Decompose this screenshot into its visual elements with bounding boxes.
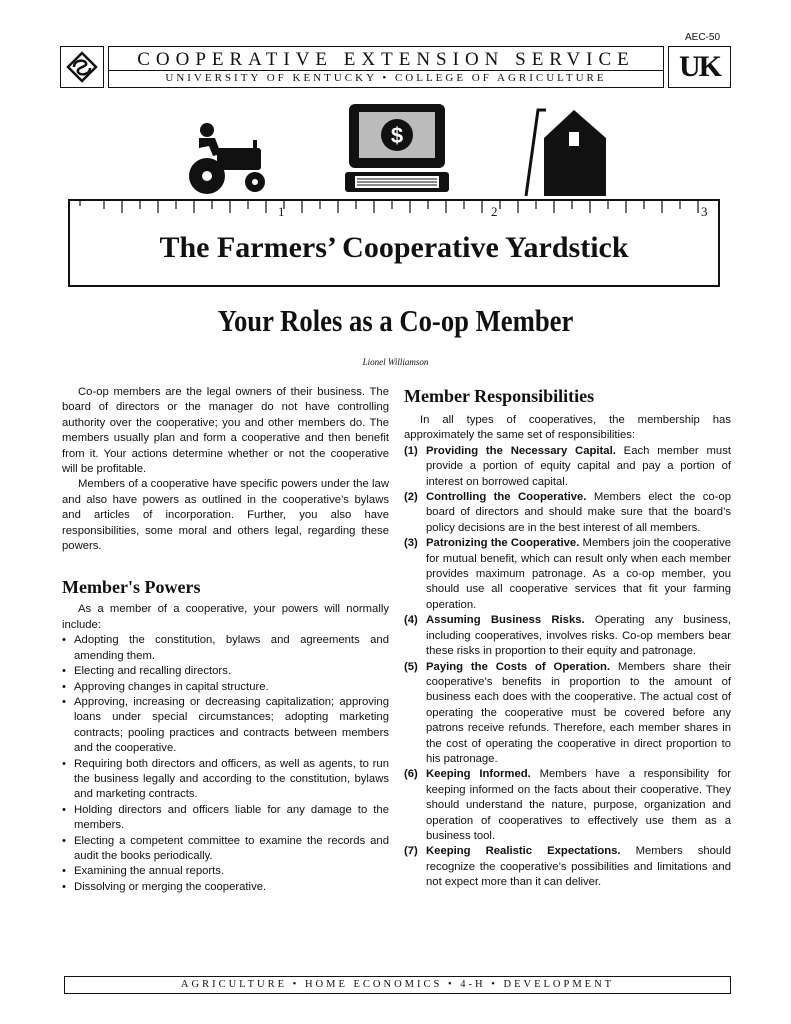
footer-programs: AGRICULTURE • HOME ECONOMICS • 4-H • DEVELOPMENT <box>64 976 731 994</box>
computer-dollar-icon <box>345 102 449 194</box>
tractor-icon <box>185 102 275 197</box>
yardstick-title: The Farmers’ Cooperative Yardstick <box>159 231 629 264</box>
right-column <box>404 385 731 891</box>
item-number: (2) <box>404 491 418 504</box>
list-item: • Adopting the constitution, bylaws and agreements and amending them. <box>62 633 389 664</box>
powers-heading: Member's Powers <box>62 577 201 598</box>
item-number: (7) <box>404 845 418 858</box>
ruler-mark-3: 3 <box>701 204 708 219</box>
left-column <box>62 385 389 895</box>
barn-silo-icon <box>522 102 618 196</box>
item-text: Members should recognize the cooperative’s possibilities and limitations and not expect more than it can deliver. <box>426 845 731 889</box>
list-item <box>404 536 731 613</box>
item-text: Members elect the co-op board of directors and should make sure that the board’s policy decisions are in the best interest of all members. <box>426 491 731 534</box>
responsibilities-intro: In all types of cooperatives, the membership has approximately the same set of responsibilities: <box>404 414 731 442</box>
item-heading: Controlling the Cooperative. <box>426 491 587 504</box>
intro-paragraph: Co-op members are the legal owners of their business. The board of directors or the manager do not have controlling authority over the cooperative; you and other members do. The members usually plan and form a cooperative and then benefit from it. Your actions determine whether or not the cooperative will be profitable. <box>62 386 389 476</box>
service-name: COOPERATIVE EXTENSION SERVICE <box>137 49 635 70</box>
item-number: (6) <box>404 768 418 781</box>
responsibilities-heading: Member Responsibilities <box>404 386 595 406</box>
item-number: (3) <box>404 537 418 550</box>
responsibilities-list <box>404 444 731 891</box>
powers-list <box>62 633 389 895</box>
list-item: • Holding directors and officers liable for any damage to the members. <box>62 803 389 834</box>
item-number: (4) <box>404 614 418 627</box>
ruler-mark-1: 1 <box>278 204 285 219</box>
item-text: Members share their cooperative’s benefits in proportion to the amount of business each does with the cooperative. The actual cost of operating the cooperative must be covered before any patrons receive refunds. Therefore, each member shares in the cost of operating the cooperative in direct proportion to his patronage. <box>426 660 731 765</box>
uk-logo: UK <box>668 46 731 88</box>
author-name: Lionel Williamson <box>362 357 429 367</box>
item-heading: Keeping Informed. <box>426 768 531 781</box>
list-item: • Dissolving or merging the cooperative. <box>62 880 389 895</box>
list-item <box>404 844 731 890</box>
university-line: UNIVERSITY OF KENTUCKY • COLLEGE OF AGRICULTURE <box>165 72 607 84</box>
item-number: (5) <box>404 660 418 673</box>
ruler-ticks <box>70 201 718 229</box>
list-item: • Examining the annual reports. <box>62 864 389 879</box>
banner-text-box <box>108 46 664 88</box>
list-item <box>404 767 731 844</box>
item-heading: Keeping Realistic Expectations. <box>426 845 621 858</box>
item-number: (1) <box>404 444 418 457</box>
list-item: • Approving changes in capital structure. <box>62 680 389 695</box>
item-heading: Providing the Necessary Capital. <box>426 444 616 457</box>
document-id: AEC-50 <box>685 32 721 43</box>
item-text: Members join the cooperative for mutual benefit, which can result only when each member provides maximum patronage. As a co-op member, you should use all cooperative services that fit your farming operation. <box>426 537 731 611</box>
item-text: Members have a responsibility for keeping informed on the facts about their cooperative. They should understand the nature, purpose, organization and operation of cooperatives to effectively use them as a business tool. <box>426 768 731 842</box>
item-heading: Paying the Costs of Operation. <box>426 660 611 673</box>
list-item: • Requiring both directors and officers, as well as agents, to run the business legally and according to the constitution, bylaws and marketing contracts. <box>62 757 389 803</box>
item-heading: Patronizing the Cooperative. <box>426 537 580 550</box>
intro-paragraph: Members of a cooperative have specific powers under the law and also have powers as outlined in the cooperative’s bylaws and articles of incorporation. Further, you also have responsibilities, some moral and others legal, regarding these powers. <box>62 478 389 553</box>
svg-text:$: $ <box>390 123 404 148</box>
item-heading: Assuming Business Risks. <box>426 614 585 627</box>
list-item <box>404 490 731 536</box>
list-item <box>404 444 731 490</box>
list-item: • Electing a competent committee to examine the records and audit the books periodically. <box>62 834 389 865</box>
yardstick-banner <box>68 199 720 287</box>
list-item: • Approving, increasing or decreasing capitalization; approving loans under special circumstances; adopting marketing contracts; pooling practices and contracts between members and the cooperative. <box>62 695 389 757</box>
list-item <box>404 613 731 659</box>
item-text: Each member must provide a portion of equity capital and pay a portion of interest on borrowed capital. <box>426 444 731 488</box>
item-text: Operating any business, including cooperatives, involves risks. Co-op members bear these risks in proportion to their equity and patronage. <box>426 614 731 658</box>
list-item <box>404 660 731 768</box>
extension-service-banner <box>60 46 731 88</box>
page-title: Your Roles as a Co-op Member <box>217 303 574 338</box>
list-item: • Electing and recalling directors. <box>62 664 389 679</box>
ruler-mark-2: 2 <box>491 204 498 219</box>
powers-intro: As a member of a cooperative, your powers will normally include: <box>62 603 389 631</box>
banner-divider <box>109 70 663 71</box>
ces-emblem-icon <box>60 46 104 88</box>
